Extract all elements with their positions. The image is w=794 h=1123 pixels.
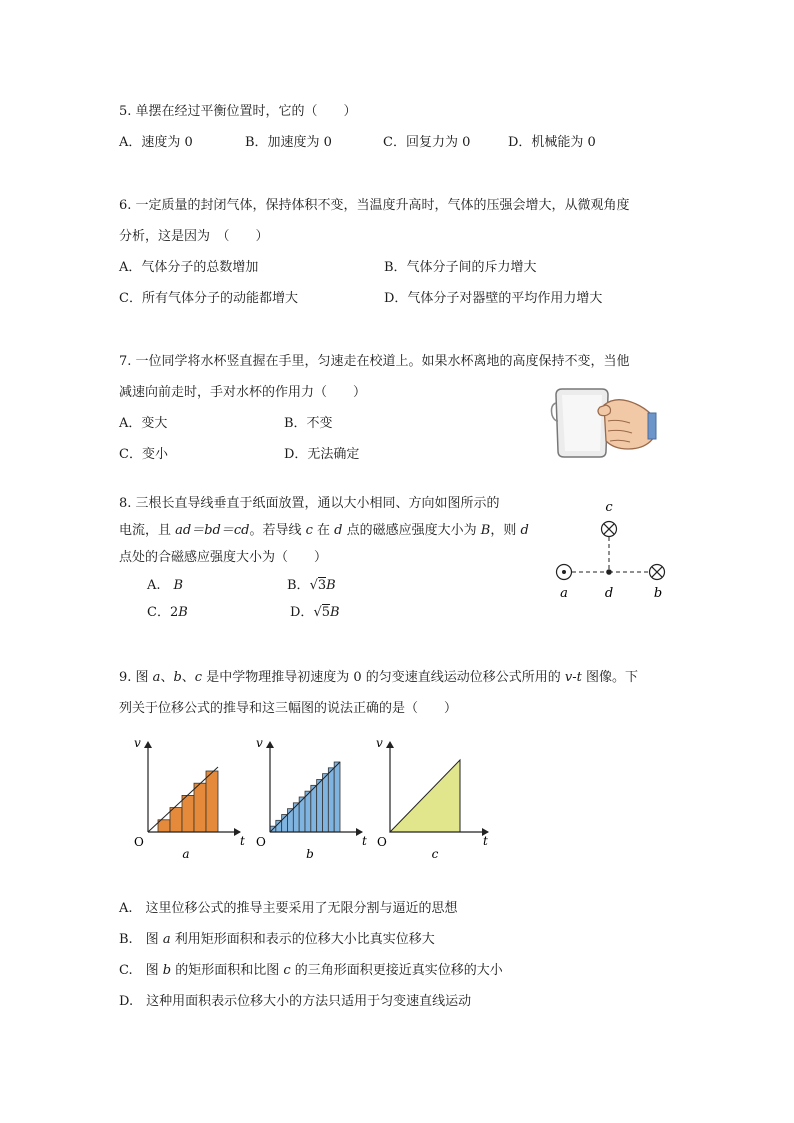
q7-option-c: C．变小 <box>119 447 168 462</box>
q8-line2-var-d2: d <box>520 523 529 538</box>
q5-option-c: C．回复力为 0 <box>383 135 471 150</box>
q9-option-c-var2: c <box>283 963 291 978</box>
graph-c <box>376 736 488 861</box>
q6-option-b: B．气体分子间的斥力增大 <box>384 260 537 275</box>
q9-option-c-pre: C. 图 <box>119 963 163 978</box>
q8-option-a <box>147 578 183 594</box>
q7-stem-line2: 减速向前走时，手对水杯的作用力（ ） <box>119 385 367 400</box>
q8-line2-mid3: 点的磁感应强度大小为 <box>342 523 481 538</box>
q6-stem-line1: 6. 一定质量的封闭气体，保持体积不变，当温度升高时，气体的压强会增大，从微观角度 <box>119 198 630 213</box>
graph-b-caption: b <box>306 847 314 861</box>
graph-b-origin-label: O <box>256 835 266 849</box>
graph-c-v-label: v <box>376 736 383 750</box>
wire-c-into-page-icon <box>602 522 617 537</box>
graph-b-t-label: t <box>362 834 367 848</box>
q7-option-d: D．无法确定 <box>284 447 360 462</box>
q9-line1-var-b: b <box>173 670 182 685</box>
q8-option-c-var: B <box>178 605 188 620</box>
q8-option-d <box>290 605 340 621</box>
sqrt-icon: √ <box>313 605 322 620</box>
q9-option-a: A. 这里位移公式的推导主要采用了无限分割与逼近的思想 <box>119 901 458 916</box>
area-bar <box>206 771 218 832</box>
q5-option-b: B．加速度为 0 <box>245 135 332 150</box>
graph-a-bars <box>158 771 218 832</box>
label-c: c <box>605 500 613 515</box>
graph-a-caption: a <box>182 847 190 861</box>
q9-option-b <box>119 932 435 948</box>
q5-stem: 5. 单摆在经过平衡位置时，它的（ ） <box>119 104 357 119</box>
q8-line2-var-b: B <box>480 523 491 538</box>
q8-option-d-prefix: D． <box>290 605 314 620</box>
graph-c-t-label: t <box>483 834 488 848</box>
q9-stem-line1 <box>119 670 638 686</box>
q9-line1-sep1: 、 <box>160 670 174 685</box>
q8-line2-post: ，则 <box>490 523 521 538</box>
q8-option-a-prefix: A. <box>147 578 174 593</box>
area-bar <box>194 783 206 832</box>
q8-option-d-radicand: 5 <box>321 605 331 620</box>
q5-option-d: D．机械能为 0 <box>508 135 596 150</box>
area-bar <box>305 791 311 832</box>
graph-a-v-label: v <box>134 736 141 750</box>
q8-option-a-value: B <box>173 578 184 593</box>
sqrt-icon: √ <box>309 578 318 593</box>
q8-option-d-var: B <box>330 605 340 620</box>
wire-b-into-page-icon <box>650 565 665 580</box>
q8-line2-equation: ad＝bd＝cd <box>175 523 250 538</box>
q9-line1-pre: 9. 图 <box>119 670 153 685</box>
graph-c-caption: c <box>431 847 439 861</box>
q7-stem-line1: 7. 一位同学将水杯竖直握在手里，匀速走在校道上。如果水杯离地的高度保持不变，当他 <box>119 354 630 369</box>
q9-line1-var-a: a <box>152 670 161 685</box>
label-b: b <box>653 586 663 601</box>
q8-stem-line1: 8. 三根长直导线垂直于纸面放置，通以大小相同、方向如图所示的 <box>119 496 500 511</box>
q9-option-b-var: a <box>162 932 171 947</box>
wire-diagram <box>545 495 675 607</box>
q9-line1-var-c: c <box>194 670 203 685</box>
q9-line1-sep2: 、 <box>181 670 195 685</box>
q7-option-a: A．变大 <box>119 416 168 431</box>
graph-b <box>256 736 367 861</box>
q8-line2-mid2: 在 <box>312 523 335 538</box>
hand-holding-cup-illustration <box>548 385 658 461</box>
q9-option-c-mid: 的矩形面积和比图 <box>171 963 284 978</box>
q9-line1-mid: 是中学物理推导初速度为 0 的匀变速直线运动位移公式所用的 <box>202 670 565 685</box>
q8-line2-var-c: c <box>305 523 313 538</box>
q6-stem-line2: 分析，这是因为 （ ） <box>119 229 269 244</box>
area-bar <box>323 774 329 832</box>
q9-line1-post: 图像。下 <box>581 670 638 685</box>
point-d-dot <box>606 569 612 575</box>
area-bar <box>328 768 334 832</box>
q8-option-b-var: B <box>326 578 336 593</box>
q9-option-b-post: 利用矩形面积和表示的位移大小比真实位移大 <box>170 932 435 947</box>
q8-stem-line3: 点处的合磁感应强度大小为（ ） <box>119 550 328 565</box>
q8-line2-pre: 电流，且 <box>119 523 176 538</box>
q9-stem-line2: 列关于位移公式的推导和这三幅图的说法正确的是（ ） <box>119 701 458 716</box>
q6-option-d: D．气体分子对器壁的平均作用力增大 <box>384 291 603 306</box>
wire-a-out-of-page-icon <box>557 565 572 580</box>
q9-line1-vt: v-t <box>564 670 582 685</box>
area-bar <box>311 785 317 832</box>
area-bar <box>182 795 194 832</box>
q8-option-b-prefix: B． <box>287 578 310 593</box>
graph-c-origin-label: O <box>377 835 387 849</box>
q8-option-b-radicand: 3 <box>317 578 327 593</box>
q5-option-a: A．速度为 0 <box>119 135 193 150</box>
label-d: d <box>604 586 614 601</box>
q9-option-b-pre: B. 图 <box>119 932 163 947</box>
area-bar <box>276 820 282 832</box>
q6-option-c: C．所有气体分子的动能都增大 <box>119 291 298 306</box>
q6-option-a: A．气体分子的总数增加 <box>119 260 259 275</box>
q8-line2-mid1: 。若导线 <box>249 523 306 538</box>
q7-option-b: B．不变 <box>284 416 333 431</box>
q8-option-b <box>287 578 336 594</box>
area-bar <box>170 808 182 832</box>
q9-option-c-post: 的三角形面积更接近真实位移的大小 <box>290 963 503 978</box>
q8-line2-var-d: d <box>334 523 343 538</box>
q9-option-c <box>119 963 503 979</box>
q8-option-c-prefix: C．2 <box>147 605 179 620</box>
graph-b-v-label: v <box>256 736 263 750</box>
vt-graphs <box>130 732 500 862</box>
q9-option-d: D. 这种用面积表示位移大小的方法只适用于匀变速直线运动 <box>119 994 472 1009</box>
q8-stem-line2 <box>119 523 529 539</box>
q8-option-c <box>147 605 188 621</box>
graph-a-t-label: t <box>240 834 245 848</box>
area-bar <box>317 780 323 833</box>
q9-option-c-var1: b <box>162 963 172 978</box>
graph-a-origin-label: O <box>134 835 144 849</box>
graph-c-triangle-area <box>390 760 460 832</box>
area-bar <box>334 762 340 832</box>
label-a: a <box>560 586 568 601</box>
graph-a <box>134 736 245 861</box>
